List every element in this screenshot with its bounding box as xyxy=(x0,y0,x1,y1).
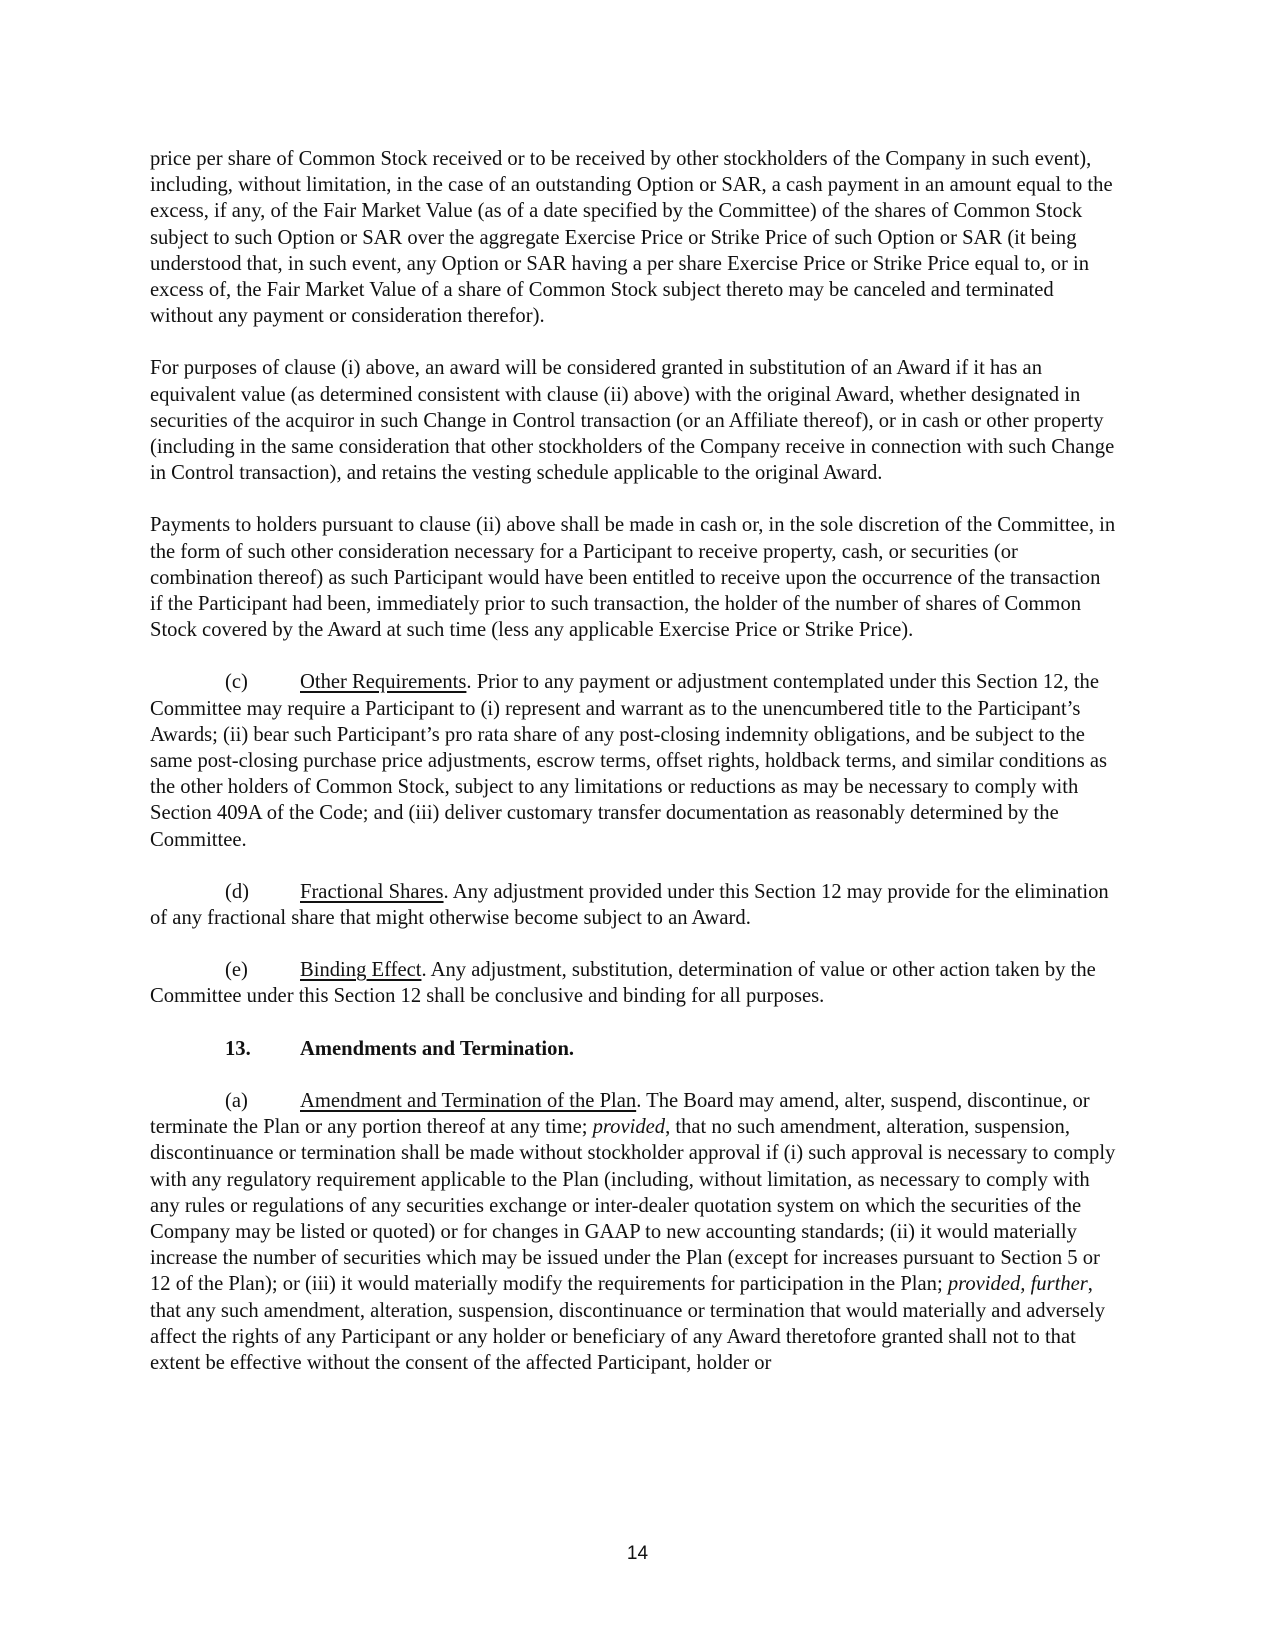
section-13-number: 13. xyxy=(225,1037,251,1060)
item-e-number: (e) xyxy=(225,959,248,982)
item-a-amendment xyxy=(150,1088,1118,1376)
item-c-text: . Prior to any payment or adjustment contemplated under this Section 12, the Committee may require a Participant to (i) represent and warrant as to the unencumbered title to the Participant’s Awards; (ii) bear such Participant’s pro rata share of any post-closing indemnity obligations, and be subject to the same post-closing purchase price adjustments, escrow terms, offset rights, holdback terms, and similar conditions as the other holders of Common Stock, subject to any limitations or reductions as may be necessary to comply with Section 409A of the Code; and (iii) deliver customary transfer documentation as reasonably determined by the Committee. xyxy=(150,671,1108,851)
item-a-title: Amendment and Termination of the Plan xyxy=(300,1089,637,1112)
item-c-number: (c) xyxy=(225,671,248,694)
item-c-other-requirements xyxy=(150,669,1118,852)
page-number: 14 xyxy=(626,1543,649,1564)
item-a-provided: provided xyxy=(592,1116,666,1139)
item-a-provided-further: provided, further xyxy=(947,1273,1088,1296)
item-a-number: (a) xyxy=(225,1089,248,1112)
item-e-title: Binding Effect xyxy=(300,959,422,982)
paragraph-substitution: For purposes of clause (i) above, an award will be considered granted in substitution of an Award if it has an equivalent value (as determined consistent with clause (ii) above) with the original Award, whether designated in securities of the acquiror in such Change in Control transaction (or an Affiliate thereof), or in cash or other property (including in the same consideration that other stockholders of the Company receive in connection with such Change in Control transaction), and retains the vesting schedule applicable to the original Award. xyxy=(150,357,1115,485)
section-13-title: Amendments and Termination xyxy=(300,1037,569,1060)
item-a-text-1: . The Board may amend, alter, suspend, discontinue, or terminate the Plan or any portion thereof at any time; xyxy=(150,1089,1090,1139)
paragraph-continuation: price per share of Common Stock received or to be received by other stockholders of the Company in such event), including, without limitation, in the case of an outstanding Option or SAR, a cash payment in an amount equal to the excess, if any, of the Fair Market Value (as of a date specified by the Committee) of the shares of Common Stock subject to such Option or SAR over the aggregate Exercise Price or Strike Price of such Option or SAR (it being understood that, in such event, any Option or SAR having a per share Exercise Price or Strike Price equal to, or in excess of, the Fair Market Value of a share of Common Stock subject thereto may be canceled and terminated without any payment or consideration therefor). xyxy=(150,148,1113,328)
item-d-title: Fractional Shares xyxy=(300,880,444,903)
item-d-fractional-shares xyxy=(150,879,1118,931)
item-a-text-3: , that any such amendment, alteration, suspension, discontinuance or termination that would materially and adversely affect the rights of any Participant or any holder or beneficiary of any Award theretofore granted shall not to that extent be effective without the consent of the affected Participant, holder or xyxy=(150,1273,1106,1374)
item-e-binding-effect xyxy=(150,957,1118,1009)
item-e-text: . Any adjustment, substitution, determination of value or other action taken by the Committee under this Section 12 shall be conclusive and binding for all purposes. xyxy=(150,959,1096,1008)
document-page xyxy=(150,146,1118,1402)
item-a-text-2: , that no such amendment, alteration, suspension, discontinuance or termination shall be made without stockholder approval if (i) such approval is necessary to comply with any regulatory requirement applicable to the Plan (including, without limitation, as necessary to comply with any rules or regulations of any securities exchange or inter-dealer quotation system on which the securities of the Company may be listed or quoted) or for changes in GAAP to new accounting standards; (ii) it would materially increase the number of securities which may be issued under the Plan (except for increases pursuant to Section 5 or 12 of the Plan); or (iii) it would materially modify the requirements for participation in the Plan; xyxy=(150,1116,1116,1296)
item-d-number: (d) xyxy=(225,880,250,903)
section-13-period: . xyxy=(568,1037,575,1060)
item-c-title: Other Requirements xyxy=(300,671,467,694)
section-13-heading xyxy=(150,1036,1118,1062)
item-d-text: . Any adjustment provided under this Section 12 may provide for the elimination of any fractional share that might otherwise become subject to an Award. xyxy=(150,880,1109,930)
paragraph-payments: Payments to holders pursuant to clause (ii) above shall be made in cash or, in the sole discretion of the Committee, in the form of such other consideration necessary for a Participant to receive property, cash, or securities (or combination thereof) as such Participant would have been entitled to receive upon the occurrence of the transaction if the Participant had been, immediately prior to such transaction, the holder of the number of shares of Common Stock covered by the Award at such time (less any applicable Exercise Price or Strike Price). xyxy=(150,514,1116,642)
